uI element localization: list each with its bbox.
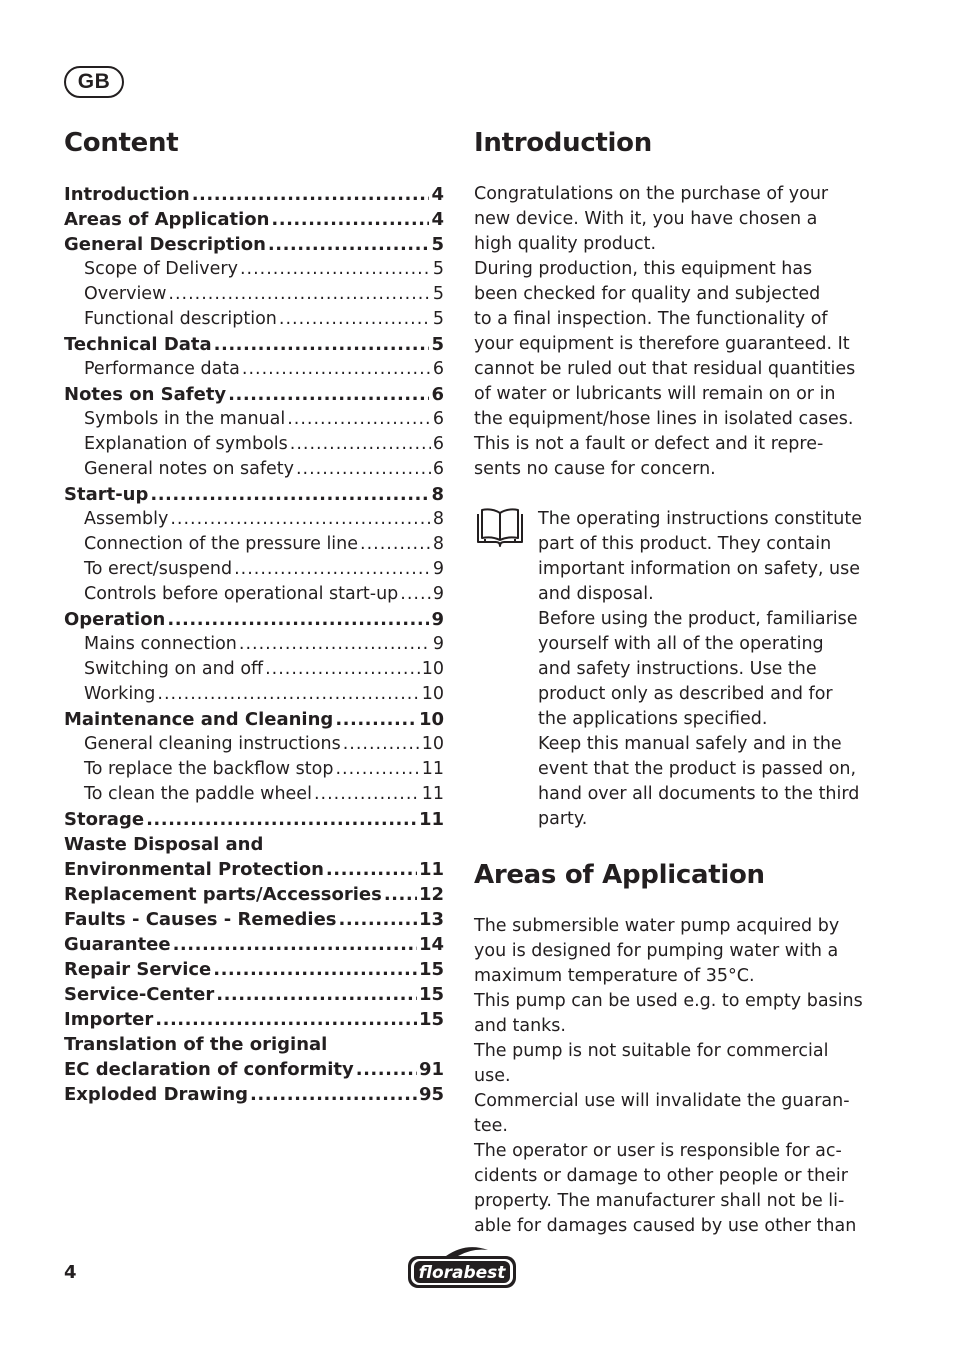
toc-entry bbox=[64, 857, 444, 882]
toc-leader-dots bbox=[146, 807, 417, 832]
toc-entry bbox=[64, 732, 444, 757]
toc-leader-dots bbox=[279, 307, 431, 332]
toc-entry-page: 95 bbox=[418, 1084, 444, 1105]
toc-entry-title: To replace the backflow stop bbox=[84, 759, 334, 779]
toc-leader-dots bbox=[314, 782, 420, 807]
toc-entry-page: 4 bbox=[431, 184, 444, 205]
toc-entry-title: Waste Disposal and bbox=[64, 834, 264, 855]
toc-leader-dots bbox=[214, 332, 430, 357]
toc-entry bbox=[64, 382, 444, 407]
introduction-line: During production, this equipment has bbox=[474, 259, 813, 279]
table-of-contents bbox=[64, 182, 444, 1107]
areas-line: Commercial use will invalidate the guaran- bbox=[474, 1091, 850, 1111]
toc-entry bbox=[64, 357, 444, 382]
toc-entry-title: Replacement parts/Accessories bbox=[64, 884, 382, 905]
toc-entry-title: Mains connection bbox=[84, 634, 237, 654]
toc-leader-dots bbox=[213, 957, 417, 982]
areas-of-application-title: Areas of Application bbox=[474, 860, 765, 890]
toc-entry bbox=[64, 982, 444, 1007]
toc-entry-page: 8 bbox=[431, 484, 444, 505]
toc-entry-title: Introduction bbox=[64, 184, 190, 205]
note-line: important information on safety, use bbox=[538, 559, 861, 579]
toc-entry bbox=[64, 1032, 444, 1057]
introduction-line: the equipment/hose lines in isolated cases. bbox=[474, 409, 854, 429]
toc-entry-title: Controls before operational start-up bbox=[84, 584, 399, 604]
toc-entry-page: 9 bbox=[431, 609, 444, 630]
toc-entry bbox=[64, 432, 444, 457]
toc-leader-dots bbox=[239, 632, 431, 657]
toc-entry bbox=[64, 657, 444, 682]
areas-line: tee. bbox=[474, 1116, 508, 1136]
introduction-line: new device. With it, you have chosen a bbox=[474, 209, 818, 229]
introduction-line: of water or lubricants will remain on or in bbox=[474, 384, 836, 404]
toc-entry-page: 11 bbox=[421, 784, 444, 804]
toc-entry-title: Overview bbox=[84, 284, 167, 304]
areas-line: maximum temperature of 35°C. bbox=[474, 966, 755, 986]
toc-entry bbox=[64, 607, 444, 632]
toc-entry-title: Switching on and off bbox=[84, 659, 264, 679]
toc-entry-page: 5 bbox=[432, 309, 444, 329]
toc-entry-page: 11 bbox=[418, 859, 444, 880]
toc-entry bbox=[64, 332, 444, 357]
toc-entry bbox=[64, 1057, 444, 1082]
toc-entry-page: 13 bbox=[418, 909, 444, 930]
content-title: Content bbox=[64, 128, 179, 158]
open-book-icon bbox=[474, 508, 526, 548]
areas-line: The submersible water pump acquired by bbox=[474, 916, 840, 936]
toc-entry-page: 10 bbox=[421, 734, 444, 754]
toc-entry-page: 5 bbox=[431, 334, 444, 355]
toc-entry-title: Storage bbox=[64, 809, 145, 830]
areas-line: and tanks. bbox=[474, 1016, 566, 1036]
toc-entry-title: Guarantee bbox=[64, 934, 171, 955]
toc-entry bbox=[64, 807, 444, 832]
areas-line: This pump can be used e.g. to empty basins bbox=[474, 991, 863, 1011]
toc-entry-title: To erect/suspend bbox=[84, 559, 233, 579]
toc-entry-page: 91 bbox=[418, 1059, 444, 1080]
toc-entry bbox=[64, 507, 444, 532]
toc-leader-dots bbox=[167, 607, 429, 632]
toc-leader-dots bbox=[192, 182, 430, 207]
toc-entry bbox=[64, 182, 444, 207]
toc-leader-dots bbox=[271, 207, 429, 232]
introduction-line: your equipment is therefore guaranteed. It bbox=[474, 334, 850, 354]
introduction-line: high quality product. bbox=[474, 234, 657, 254]
areas-of-application-text bbox=[474, 914, 864, 1239]
introduction-line: been checked for quality and subjected bbox=[474, 284, 821, 304]
note-line: event that the product is passed on, bbox=[538, 759, 857, 779]
areas-line: you is designed for pumping water with a bbox=[474, 941, 839, 961]
toc-entry-title: Faults - Causes - Remedies bbox=[64, 909, 337, 930]
toc-entry bbox=[64, 307, 444, 332]
toc-leader-dots bbox=[250, 1082, 417, 1107]
toc-entry-page: 5 bbox=[431, 234, 444, 255]
toc-entry-title: Start-up bbox=[64, 484, 149, 505]
note-line: and safety instructions. Use the bbox=[538, 659, 817, 679]
toc-entry-title: Performance data bbox=[84, 359, 240, 379]
toc-leader-dots bbox=[296, 457, 431, 482]
toc-entry-title: General notes on safety bbox=[84, 459, 294, 479]
toc-leader-dots bbox=[343, 732, 420, 757]
toc-entry-page: 15 bbox=[418, 1009, 444, 1030]
toc-leader-dots bbox=[173, 932, 417, 957]
introduction-line: Congratulations on the purchase of your bbox=[474, 184, 829, 204]
manual-note bbox=[474, 507, 864, 832]
toc-leader-dots bbox=[157, 682, 419, 707]
note-line: product only as described and for bbox=[538, 684, 833, 704]
toc-entry bbox=[64, 207, 444, 232]
toc-entry bbox=[64, 257, 444, 282]
toc-entry-title: Explanation of symbols bbox=[84, 434, 288, 454]
toc-entry-page: 6 bbox=[431, 384, 444, 405]
toc-leader-dots bbox=[170, 507, 431, 532]
toc-leader-dots bbox=[268, 232, 430, 257]
toc-entry bbox=[64, 682, 444, 707]
toc-entry bbox=[64, 457, 444, 482]
toc-leader-dots bbox=[287, 407, 431, 432]
toc-leader-dots bbox=[228, 382, 429, 407]
toc-entry bbox=[64, 782, 444, 807]
introduction-line: to a final inspection. The functionality of bbox=[474, 309, 828, 329]
toc-entry-title: Importer bbox=[64, 1009, 154, 1030]
note-line: yourself with all of the operating bbox=[538, 634, 824, 654]
toc-leader-dots bbox=[240, 257, 431, 282]
toc-entry-page: 6 bbox=[432, 359, 444, 379]
areas-line: property. The manufacturer shall not be li- bbox=[474, 1191, 845, 1211]
toc-leader-dots bbox=[384, 882, 417, 907]
toc-entry-title: General Description bbox=[64, 234, 266, 255]
toc-entry bbox=[64, 932, 444, 957]
toc-entry-page: 9 bbox=[432, 559, 444, 579]
toc-entry bbox=[64, 482, 444, 507]
note-line: part of this product. They contain bbox=[538, 534, 832, 554]
toc-entry-title: To clean the paddle wheel bbox=[84, 784, 312, 804]
toc-leader-dots bbox=[265, 657, 420, 682]
toc-leader-dots bbox=[326, 857, 417, 882]
toc-entry-title: Environmental Protection bbox=[64, 859, 324, 880]
areas-line: able for damages caused by use other than bbox=[474, 1216, 857, 1236]
toc-leader-dots bbox=[150, 482, 429, 507]
toc-leader-dots bbox=[242, 357, 431, 382]
toc-leader-dots bbox=[360, 532, 431, 557]
note-line: hand over all documents to the third bbox=[538, 784, 860, 804]
note-line: the applications specified. bbox=[538, 709, 768, 729]
toc-entry-title: Symbols in the manual bbox=[84, 409, 286, 429]
toc-entry-title: Technical Data bbox=[64, 334, 212, 355]
toc-entry bbox=[64, 232, 444, 257]
toc-leader-dots bbox=[216, 982, 417, 1007]
toc-entry-page: 15 bbox=[418, 984, 444, 1005]
toc-entry-title: Working bbox=[84, 684, 156, 704]
note-line: party. bbox=[538, 809, 588, 829]
toc-entry-page: 9 bbox=[432, 634, 444, 654]
toc-leader-dots bbox=[290, 432, 431, 457]
toc-entry-page: 10 bbox=[421, 659, 444, 679]
toc-entry-title: Service-Center bbox=[64, 984, 215, 1005]
toc-entry-page: 9 bbox=[432, 584, 444, 604]
toc-leader-dots bbox=[400, 582, 431, 607]
toc-entry bbox=[64, 407, 444, 432]
toc-entry-title: Exploded Drawing bbox=[64, 1084, 249, 1105]
content-column bbox=[64, 120, 444, 1107]
toc-entry bbox=[64, 707, 444, 732]
toc-entry-title: General cleaning instructions bbox=[84, 734, 341, 754]
areas-line: cidents or damage to other people or their bbox=[474, 1166, 848, 1186]
toc-entry-page: 8 bbox=[432, 534, 444, 554]
toc-leader-dots bbox=[155, 1007, 417, 1032]
toc-leader-dots bbox=[234, 557, 431, 582]
toc-entry-page: 10 bbox=[418, 709, 444, 730]
introduction-text bbox=[474, 182, 864, 482]
toc-entry bbox=[64, 832, 444, 857]
toc-entry bbox=[64, 907, 444, 932]
toc-entry-page: 12 bbox=[418, 884, 444, 905]
toc-entry bbox=[64, 557, 444, 582]
introduction-line: This is not a fault or defect and it repre- bbox=[474, 434, 824, 454]
note-line: Keep this manual safely and in the bbox=[538, 734, 842, 754]
toc-leader-dots bbox=[356, 1057, 417, 1082]
language-badge: GB bbox=[64, 66, 124, 98]
toc-leader-dots bbox=[339, 907, 417, 932]
toc-entry-page: 5 bbox=[432, 259, 444, 279]
toc-leader-dots bbox=[335, 757, 419, 782]
page-number: 4 bbox=[64, 1262, 77, 1283]
toc-entry bbox=[64, 957, 444, 982]
toc-entry bbox=[64, 1007, 444, 1032]
toc-entry bbox=[64, 1082, 444, 1107]
toc-entry-title: Maintenance and Cleaning bbox=[64, 709, 334, 730]
note-line: The operating instructions constitute bbox=[538, 509, 862, 529]
toc-entry bbox=[64, 582, 444, 607]
logo-text: florabest bbox=[418, 1263, 506, 1283]
toc-entry bbox=[64, 632, 444, 657]
toc-entry-title: Operation bbox=[64, 609, 166, 630]
toc-entry-title: Translation of the original bbox=[64, 1034, 328, 1055]
toc-entry bbox=[64, 282, 444, 307]
toc-entry-page: 11 bbox=[421, 759, 444, 779]
areas-line: The pump is not suitable for commercial use. bbox=[474, 1041, 829, 1086]
toc-entry-title: Notes on Safety bbox=[64, 384, 227, 405]
note-line: and disposal. bbox=[538, 584, 654, 604]
introduction-title: Introduction bbox=[474, 128, 652, 158]
toc-leader-dots bbox=[168, 282, 430, 307]
toc-entry-title: Areas of Application bbox=[64, 209, 270, 230]
toc-entry-page: 5 bbox=[432, 284, 444, 304]
toc-entry bbox=[64, 882, 444, 907]
toc-entry-title: Functional description bbox=[84, 309, 277, 329]
florabest-logo bbox=[406, 1244, 518, 1290]
toc-entry-title: Connection of the pressure line bbox=[84, 534, 359, 554]
toc-entry bbox=[64, 532, 444, 557]
note-text bbox=[538, 507, 864, 832]
toc-entry-title: EC declaration of conformity bbox=[64, 1059, 354, 1080]
introduction-column bbox=[474, 120, 864, 1239]
toc-entry-title: Repair Service bbox=[64, 959, 212, 980]
toc-entry-page: 6 bbox=[432, 409, 444, 429]
toc-entry-page: 8 bbox=[432, 509, 444, 529]
toc-entry-page: 6 bbox=[432, 459, 444, 479]
toc-entry-page: 14 bbox=[418, 934, 444, 955]
note-line: Before using the product, familiarise bbox=[538, 609, 858, 629]
areas-line: The operator or user is responsible for ac- bbox=[474, 1141, 842, 1161]
toc-entry-page: 4 bbox=[431, 209, 444, 230]
toc-leader-dots bbox=[335, 707, 417, 732]
toc-entry-title: Scope of Delivery bbox=[84, 259, 238, 279]
toc-entry-page: 6 bbox=[432, 434, 444, 454]
toc-entry-page: 11 bbox=[418, 809, 444, 830]
introduction-line: cannot be ruled out that residual quantities bbox=[474, 359, 856, 379]
introduction-line: sents no cause for concern. bbox=[474, 459, 716, 479]
toc-entry-title: Assembly bbox=[84, 509, 169, 529]
toc-entry-page: 10 bbox=[421, 684, 444, 704]
toc-entry-page: 15 bbox=[418, 959, 444, 980]
toc-entry bbox=[64, 757, 444, 782]
